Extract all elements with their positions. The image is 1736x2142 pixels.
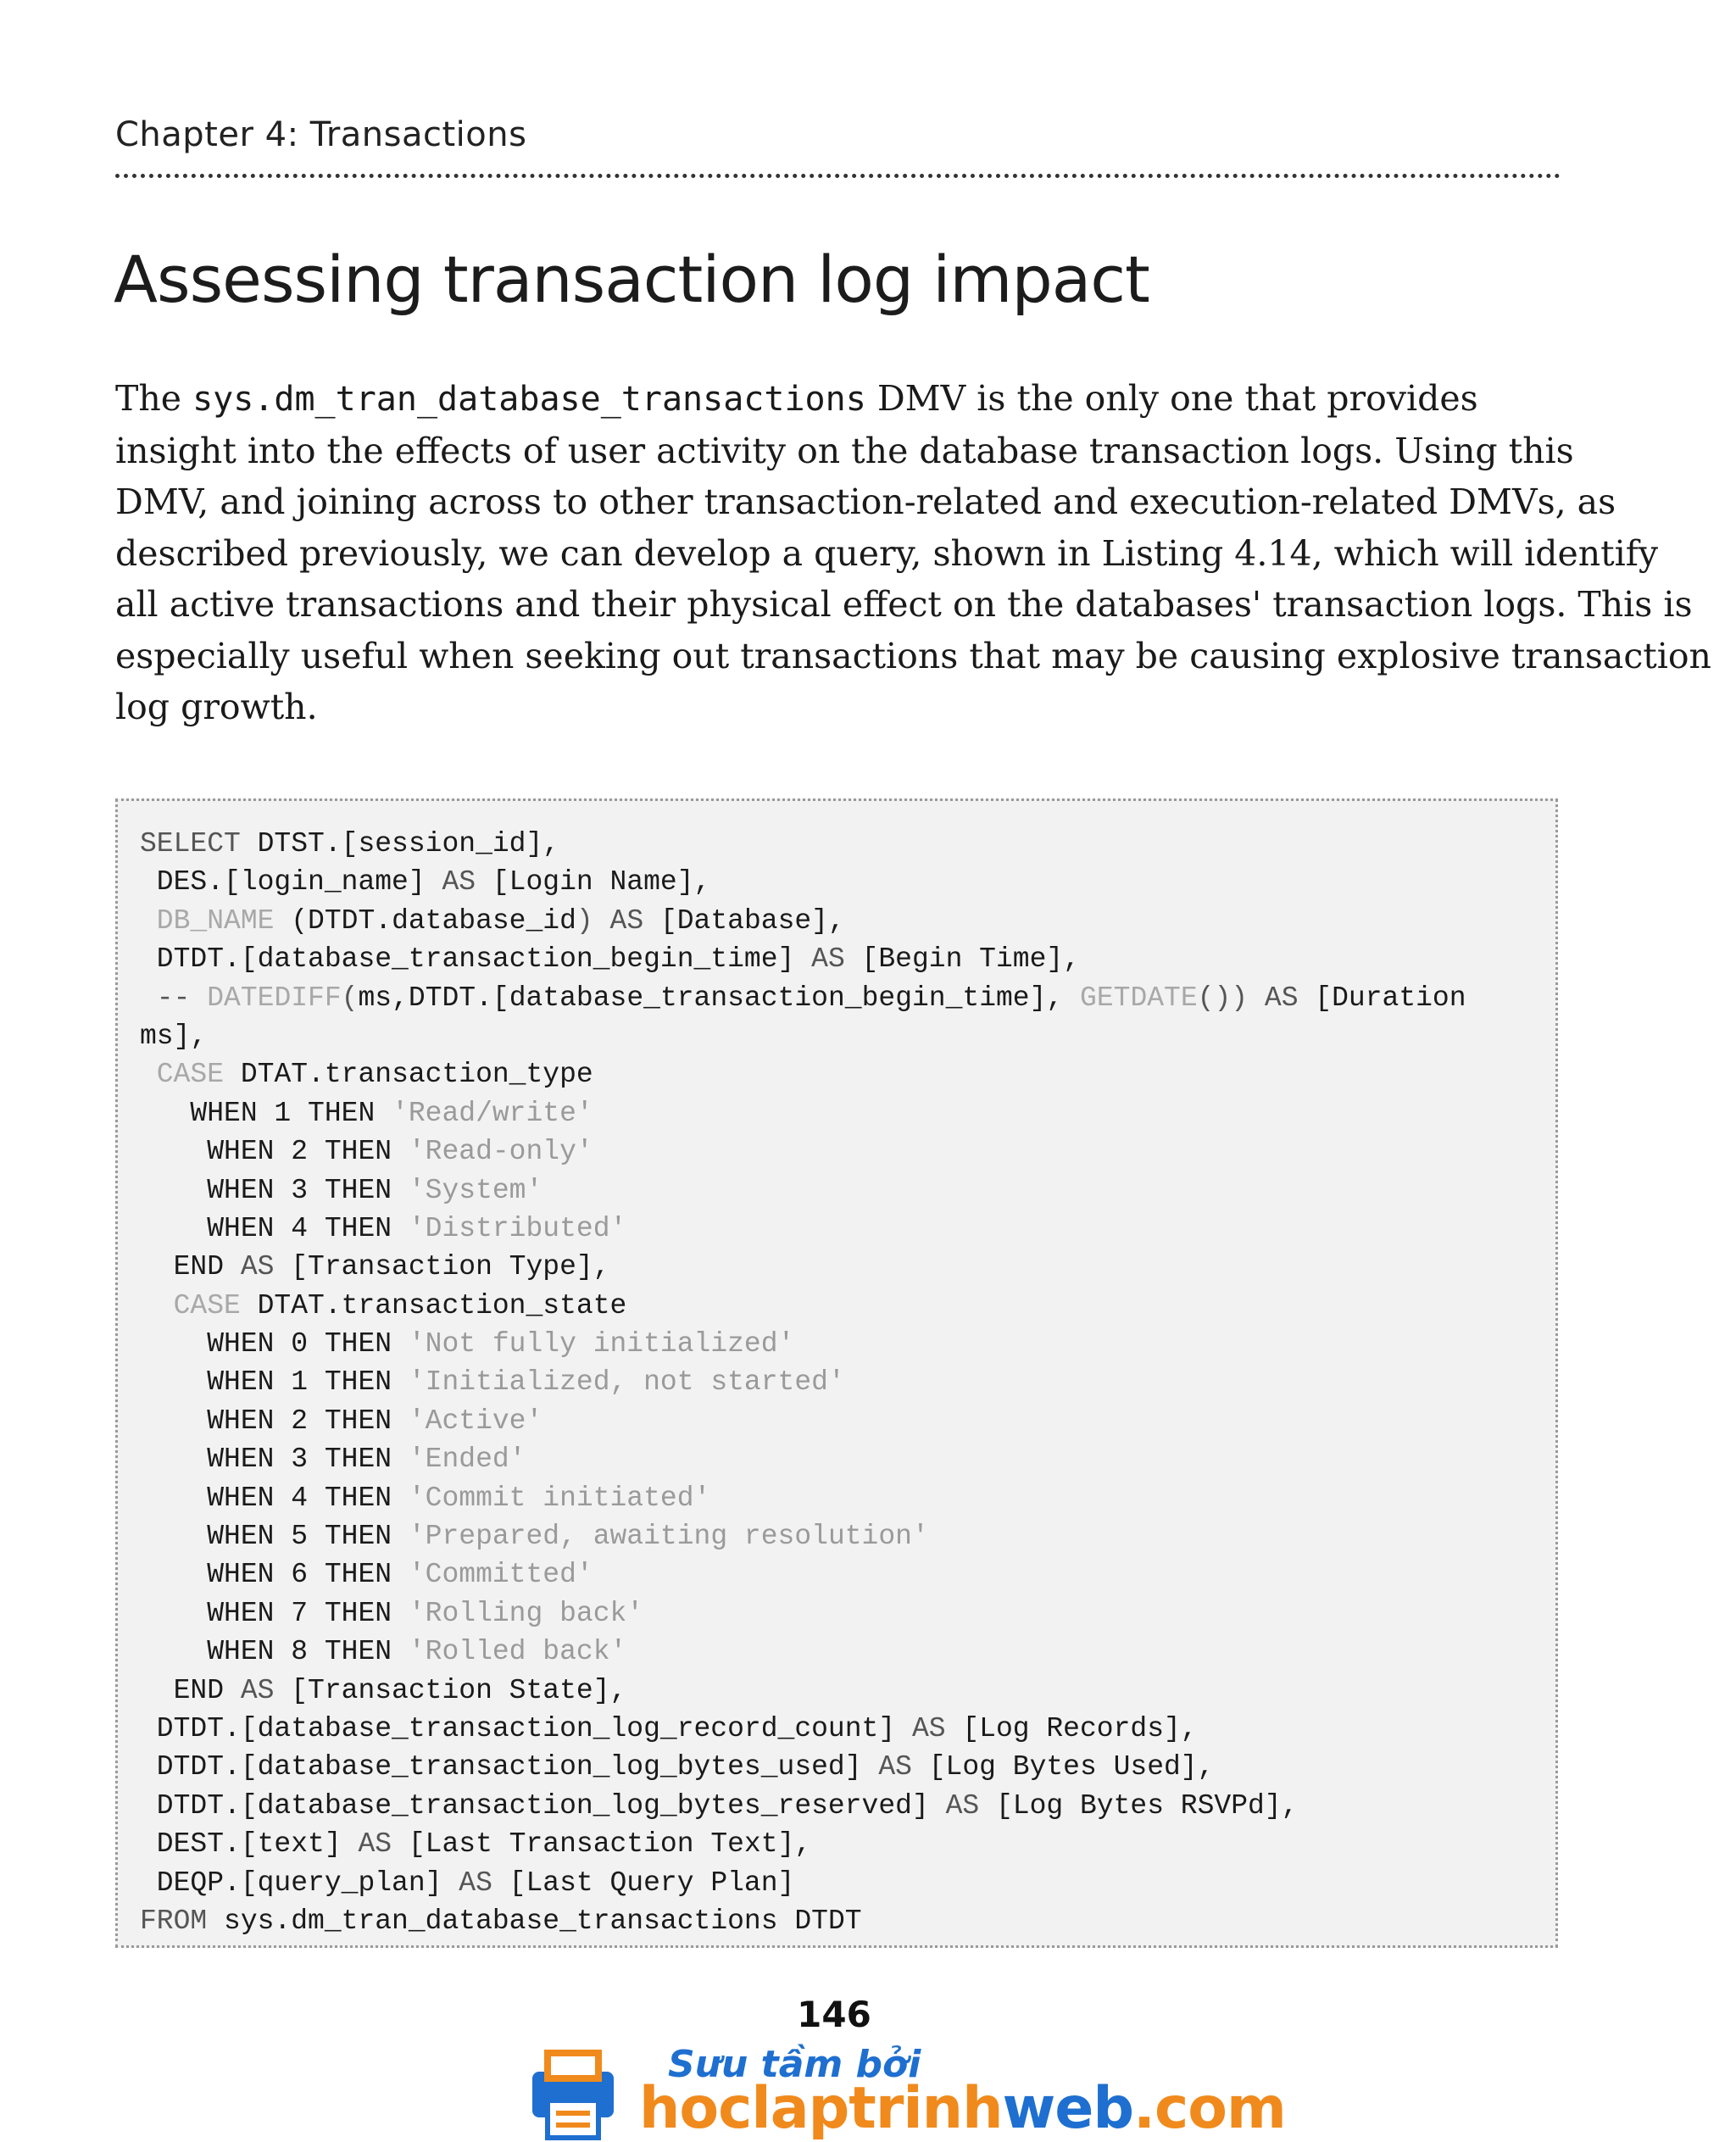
code-line (140, 1248, 1555, 1286)
watermark-credit: Sưu tầm bởi (668, 2043, 921, 2086)
code-token: DTDT.database_id (308, 904, 576, 937)
section-title: Assessing transaction log impact (114, 242, 1149, 317)
code-token: 'Read-only' (408, 1136, 593, 1168)
code-token: AS (945, 1789, 980, 1822)
code-token: DES.[login_name] (140, 866, 442, 899)
watermark-site-part: hoclaptrinh (639, 2075, 1003, 2142)
code-token: [Transaction Type], (274, 1251, 610, 1283)
code-token: CASE (140, 1289, 241, 1321)
code-line (140, 1517, 1555, 1555)
code-line (140, 1132, 1555, 1171)
code-token: ( (274, 904, 309, 937)
code-token: AS (442, 866, 476, 899)
watermark-site-part: web (1002, 2075, 1134, 2142)
code-line (140, 1402, 1555, 1440)
chapter-header: Chapter 4: Transactions (115, 115, 527, 154)
code-token: AS (609, 904, 644, 937)
code-line (140, 1094, 1555, 1132)
code-token (1248, 982, 1265, 1014)
code-token: WHEN 1 THEN (140, 1366, 409, 1399)
code-token: SELECT (140, 828, 241, 860)
code-line (140, 1440, 1555, 1478)
code-token: WHEN 4 THEN (140, 1482, 409, 1514)
code-token: -- (140, 982, 191, 1014)
code-token: DTDT.[database_transaction_log_bytes_used] (140, 1751, 879, 1783)
code-line (140, 979, 1555, 1017)
code-token: 'Committed' (408, 1559, 593, 1591)
body-line-4: described previously, we can develop a query, shown in Listing 4.14, which will identify (115, 532, 1659, 574)
code-token: DTST.[session_id], (240, 828, 560, 860)
code-token: [Database], (643, 904, 845, 937)
code-token: WHEN 8 THEN (140, 1636, 409, 1668)
body-line-6: especially useful when seeking out transactions that may be causing explosive transaction (115, 635, 1711, 676)
code-token: WHEN 6 THEN (140, 1559, 409, 1591)
body-line-7: log growth. (115, 687, 318, 727)
code-line (140, 1325, 1555, 1363)
code-token: AS (358, 1828, 392, 1861)
code-line (140, 1363, 1555, 1401)
code-token: 'Ended' (408, 1444, 526, 1476)
code-token: CASE (140, 1059, 225, 1091)
code-token: 'Distributed' (408, 1212, 627, 1244)
code-token: DEQP.[query_plan] (140, 1867, 459, 1899)
body-line-1 (115, 373, 1565, 426)
code-line (140, 1287, 1555, 1325)
body-line-2: insight into the effects of user activity on the database transaction logs. Using this (115, 430, 1574, 471)
code-token: DTDT.[database_transaction_log_record_count] (140, 1712, 912, 1744)
inline-code: sys.dm_tran_database_transactions (192, 380, 866, 419)
code-token: AS (459, 1867, 492, 1899)
code-token: DTAT.transaction_type (224, 1059, 593, 1091)
code-token: AS (811, 943, 845, 976)
code-line (140, 1555, 1555, 1594)
code-token: WHEN 2 THEN (140, 1136, 409, 1168)
code-token: FROM (140, 1905, 208, 1937)
code-token: WHEN 3 THEN (140, 1444, 409, 1476)
code-token: 'Rolled back' (408, 1636, 627, 1668)
code-token: 'Rolling back' (408, 1597, 644, 1629)
code-token: 'System' (408, 1174, 543, 1206)
code-token: [Duration (1298, 982, 1466, 1014)
code-token: AS (911, 1712, 946, 1744)
code-line (140, 1210, 1555, 1248)
code-line (140, 1594, 1555, 1633)
code-token: ms], (140, 1020, 208, 1052)
code-token: ms,DTDT.[database_transaction_begin_time], (358, 982, 1081, 1014)
code-line (140, 1825, 1555, 1863)
page-number: 146 (797, 1994, 871, 2035)
code-line (140, 1864, 1555, 1902)
watermark-site-part: .com (1133, 2075, 1286, 2142)
code-token: 'Initialized, not started' (408, 1366, 845, 1399)
code-line (140, 940, 1555, 978)
code-token: WHEN 0 THEN (140, 1328, 409, 1360)
body-text-span: The (115, 378, 193, 419)
code-token: ) (576, 904, 593, 937)
code-token: 'Not fully initialized' (408, 1328, 795, 1360)
watermark (526, 2041, 1286, 2142)
code-token: END (140, 1251, 241, 1283)
code-token: DATEDIFF (207, 982, 342, 1014)
code-token: DTAT.transaction_state (240, 1289, 627, 1321)
code-token: 'Read/write' (392, 1097, 593, 1129)
code-token: WHEN 1 THEN (140, 1097, 392, 1129)
code-token: 'Prepared, awaiting resolution' (408, 1521, 929, 1553)
code-token: END (140, 1674, 241, 1706)
body-paragraph (115, 373, 1711, 733)
code-line (140, 825, 1555, 863)
code-line (140, 1672, 1555, 1710)
code-token: ( (341, 982, 359, 1014)
code-line (140, 1633, 1555, 1671)
code-token: [Transaction State], (274, 1674, 627, 1706)
code-listing (115, 798, 1558, 1948)
printer-logo-icon (526, 2048, 620, 2141)
body-line-5: all active transactions and their physical effect on the databases' transaction logs. This is (115, 584, 1693, 625)
code-token: [Log Bytes Used], (911, 1751, 1215, 1783)
code-token: AS (240, 1674, 275, 1706)
code-token (190, 982, 207, 1014)
code-token: [Log Bytes RSVPd], (979, 1789, 1299, 1822)
body-line-3: DMV, and joining across to other transaction-related and execution-related DMVs, as (115, 481, 1616, 522)
code-line (140, 1787, 1555, 1825)
code-token: DTDT.[database_transaction_begin_time] (140, 943, 812, 976)
code-token: WHEN 3 THEN (140, 1174, 409, 1206)
code-token: DEST.[text] (140, 1828, 359, 1861)
code-token: DTDT.[database_transaction_log_bytes_reserved] (140, 1789, 946, 1822)
code-line (140, 1748, 1555, 1786)
watermark-site (639, 2075, 1286, 2142)
code-token: WHEN 5 THEN (140, 1521, 409, 1553)
code-token (593, 905, 610, 937)
body-text-span: DMV is the only one that provides (865, 378, 1478, 419)
code-line (140, 1479, 1555, 1517)
code-line (140, 1017, 1555, 1055)
code-token: GETDATE (1080, 982, 1198, 1014)
code-token: AS (878, 1751, 912, 1783)
code-token: AS (240, 1251, 275, 1283)
code-token: ()) (1197, 982, 1249, 1014)
code-line (140, 902, 1555, 940)
code-token: WHEN 2 THEN (140, 1405, 409, 1437)
code-line (140, 1171, 1555, 1210)
code-token: AS (1264, 982, 1299, 1014)
code-token: WHEN 4 THEN (140, 1212, 409, 1244)
code-token: 'Commit initiated' (408, 1482, 711, 1514)
code-token: WHEN 7 THEN (140, 1597, 409, 1629)
code-token: sys.dm_tran_database_transactions DTDT (207, 1905, 862, 1937)
code-token: [Begin Time], (844, 943, 1080, 976)
code-token: [Last Transaction Text], (392, 1828, 812, 1861)
code-token: [Last Query Plan] (492, 1867, 795, 1899)
header-rule (115, 174, 1561, 178)
code-line (140, 1902, 1555, 1940)
code-token: DB_NAME (140, 904, 275, 937)
code-token: [Log Records], (945, 1712, 1198, 1744)
code-line (140, 1710, 1555, 1748)
code-line (140, 1055, 1555, 1093)
code-line (140, 863, 1555, 901)
code-token: [Login Name], (476, 866, 711, 899)
code-token: 'Active' (408, 1405, 543, 1437)
